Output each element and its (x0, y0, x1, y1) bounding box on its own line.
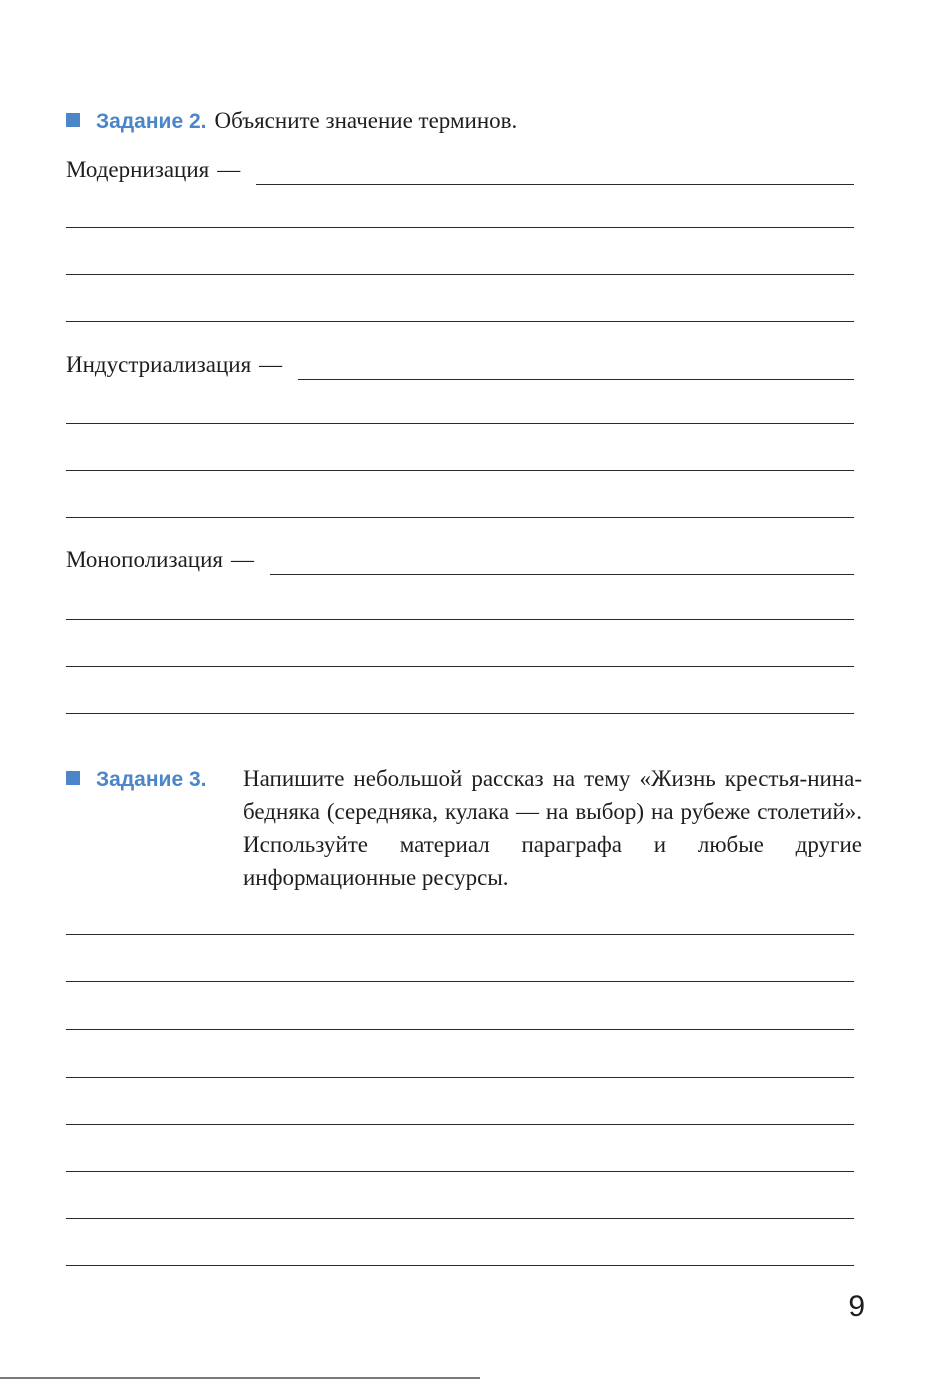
square-bullet-icon (66, 113, 80, 127)
answer-line[interactable] (66, 934, 854, 935)
answer-line[interactable] (66, 666, 854, 667)
answer-line[interactable] (66, 1218, 854, 1219)
term-dash: — (230, 547, 254, 572)
term-dash: — (259, 352, 283, 377)
answer-line[interactable] (66, 619, 854, 620)
square-bullet-icon (66, 771, 80, 785)
task-2-instruction: Объясните значение терминов. (214, 108, 518, 133)
page-number: 9 (848, 1290, 865, 1323)
answer-line[interactable] (66, 470, 854, 471)
answer-line[interactable] (66, 423, 854, 424)
answer-line[interactable] (298, 359, 854, 380)
term-label: Модернизация (66, 157, 210, 182)
answer-line[interactable] (66, 1029, 854, 1030)
bottom-edge-rule (0, 1377, 480, 1379)
term-dash: — (217, 157, 241, 182)
answer-line[interactable] (66, 713, 854, 714)
task-3-header (66, 762, 214, 796)
answer-line[interactable] (66, 274, 854, 275)
answer-line[interactable] (256, 164, 854, 185)
term-label: Монополизация (66, 547, 223, 572)
task-3-label: Задание 3. (96, 768, 207, 791)
answer-line[interactable] (66, 517, 854, 518)
term-industrialization (66, 350, 854, 380)
answer-line[interactable] (66, 1265, 854, 1266)
task-2-header (66, 104, 517, 138)
task-3-instruction: Напишите небольшой рассказ на тему «Жизнь крестья-нина-бедняка (середняка, кулака — на выбор) на рубеже столетий». Используйте материал параграфа и любые другие информационные ресурсы. (243, 766, 862, 890)
answer-line[interactable] (66, 1171, 854, 1172)
answer-line[interactable] (66, 321, 854, 322)
term-monopolization (66, 545, 854, 575)
answer-line[interactable] (66, 1124, 854, 1125)
answer-line[interactable] (270, 554, 854, 575)
term-label: Индустриализация (66, 352, 252, 377)
task-2-label: Задание 2. (96, 110, 207, 133)
answer-line[interactable] (66, 1077, 854, 1078)
answer-line[interactable] (66, 227, 854, 228)
answer-line[interactable] (66, 981, 854, 982)
term-modernization (66, 155, 854, 185)
